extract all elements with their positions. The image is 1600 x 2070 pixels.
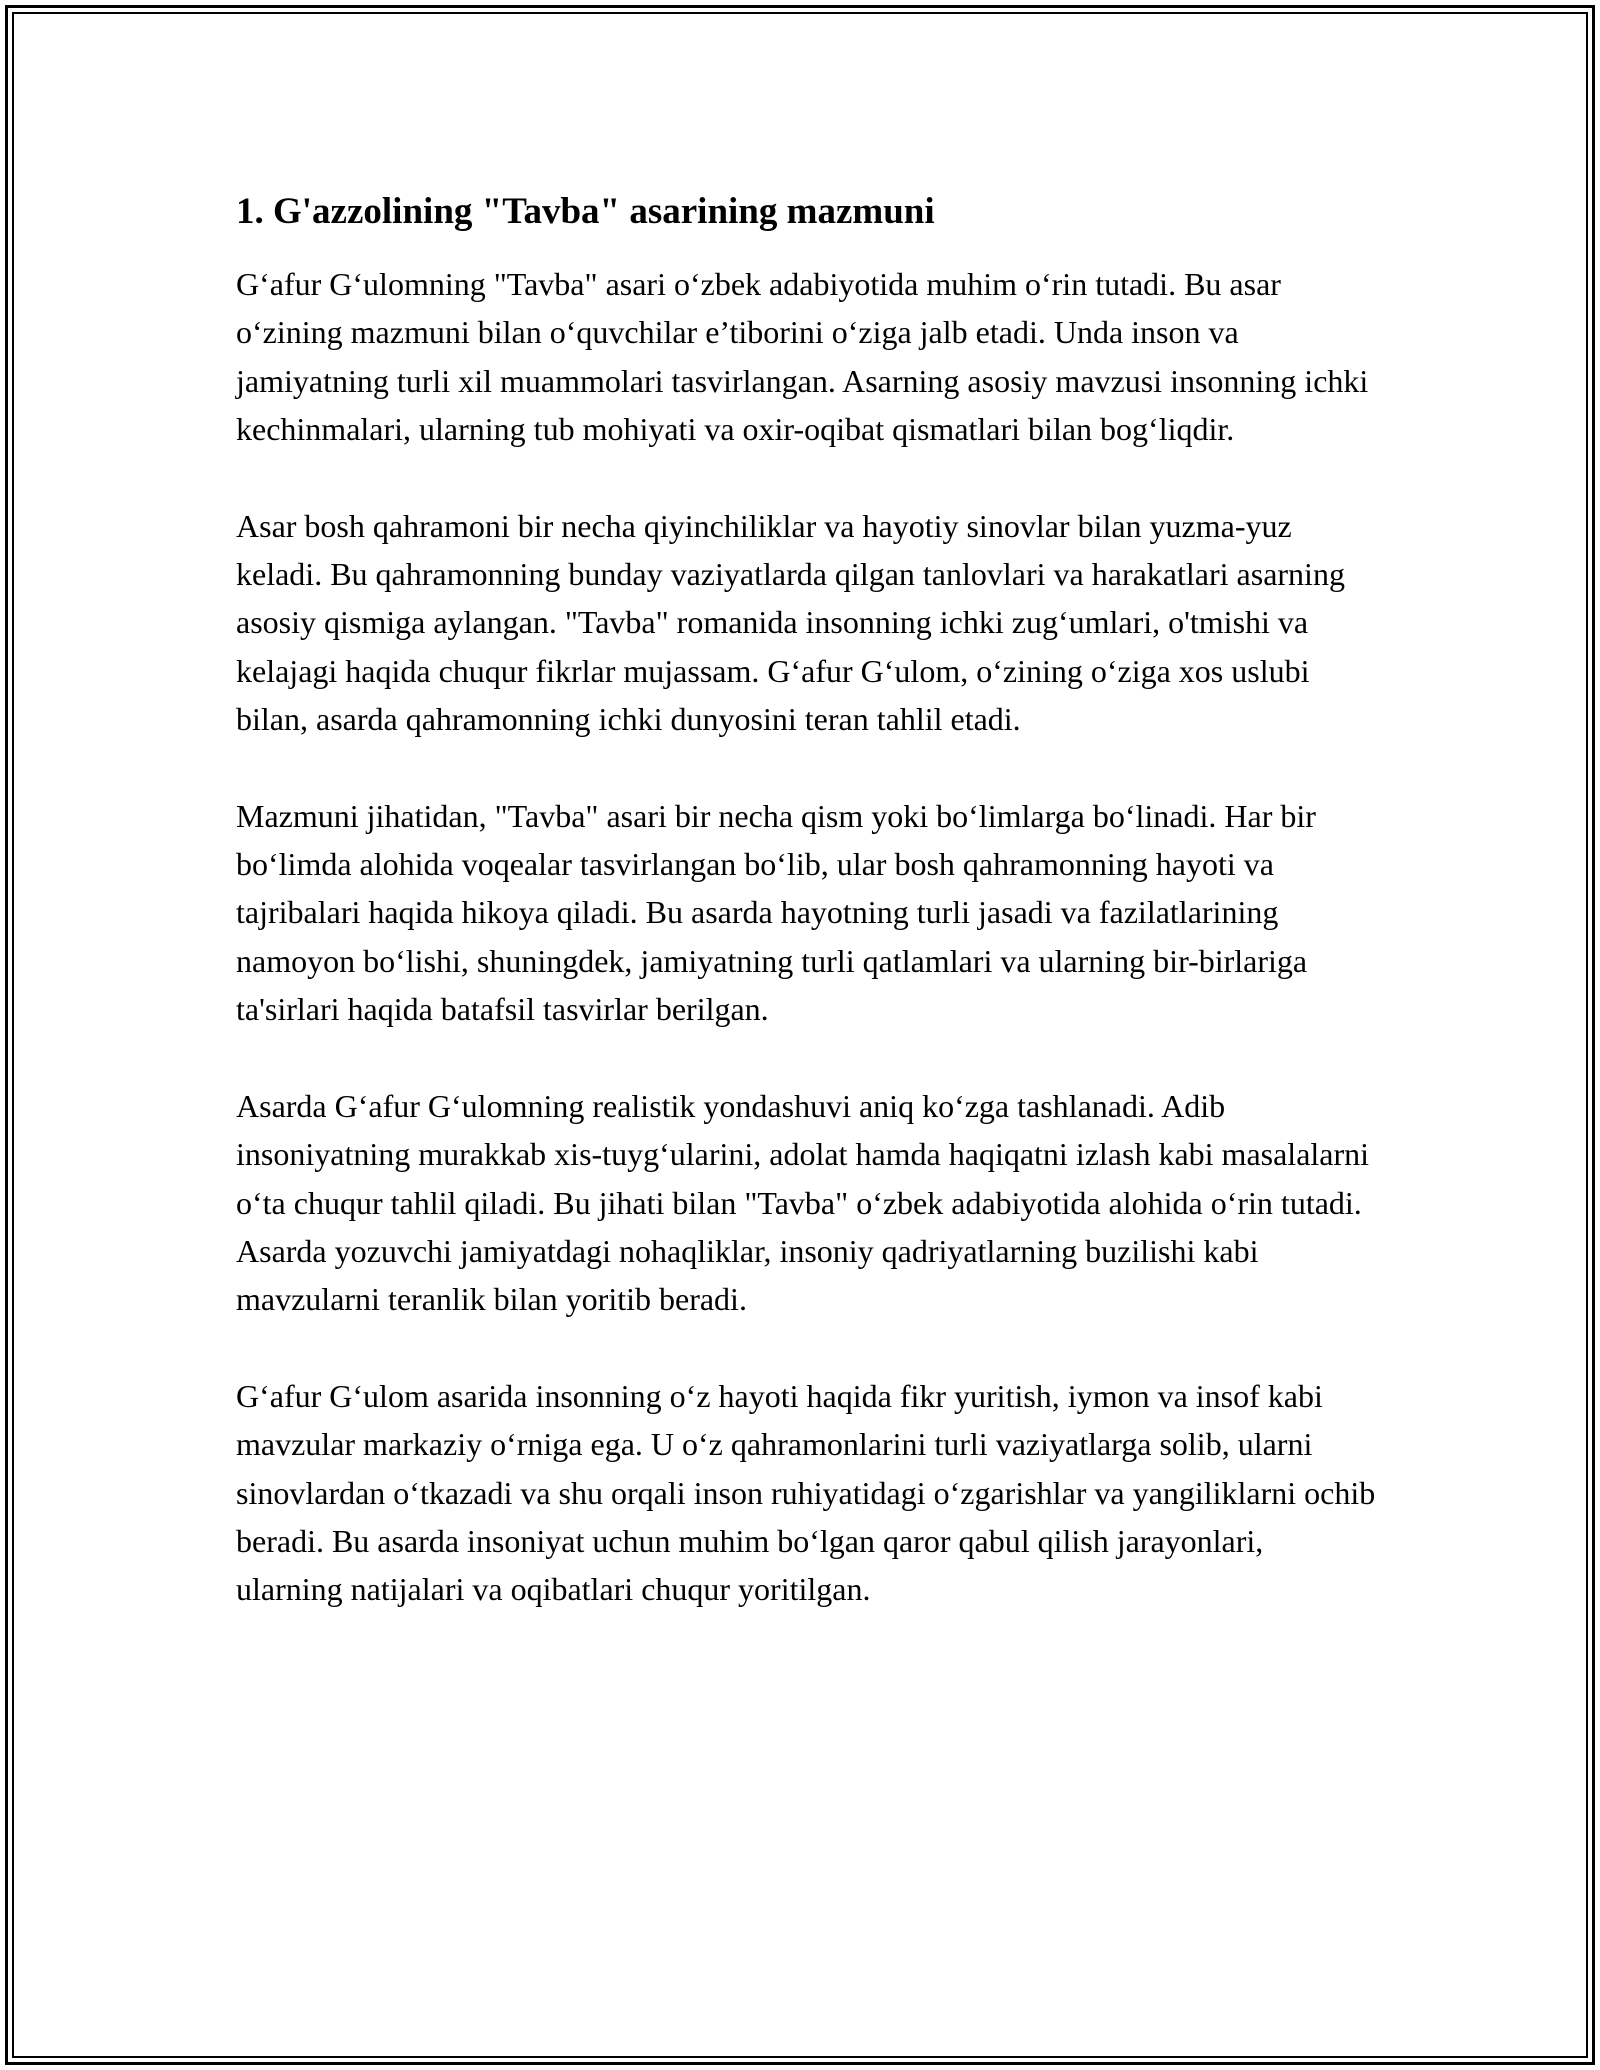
paragraph-2: Asar bosh qahramoni bir necha qiyinchiliklar va hayotiy sinovlar bilan yuzma-yuz keladi. Bu qahramonning bunday vaziyatlarda qilgan tanlovlari va harakatlari asarning asosiy qismiga aylangan. "Tavba" romanida insonning ichki zug‘umlari, o'tmishi va kelajagi haqida chuqur fikrlar mujassam. G‘afur G‘ulom, o‘zining o‘ziga xos uslubi bilan, asarda qahramonning ichki dunyosini teran tahlil etadi. xyxy=(236,507,1345,738)
section-heading: 1. G'azzolining "Tavba" asarining mazmuni xyxy=(236,191,935,232)
document-body xyxy=(236,186,1376,1662)
paragraph-5: G‘afur G‘ulom asarida insonning o‘z hayoti haqida fikr yuritish, iymon va insof kabi mavzular markaziy o‘rniga ega. U o‘z qahramonlarini turli vaziyatlarga solib, ularni sinovlardan o‘tkazadi va shu orqali inson ruhiyatidagi o‘zgarishlar va yangiliklarni ochib beradi. Bu asarda insoniyat uchun muhim bo‘lgan qaror qabul qilish jarayonlari, ularning natijalari va oqibatlari chuqur yoritilgan. xyxy=(236,1377,1376,1608)
paragraph-3: Mazmuni jihatidan, "Tavba" asari bir necha qism yoki bo‘limlarga bo‘linadi. Har bir bo‘limda alohida voqealar tasvirlangan bo‘lib, ular bosh qahramonning hayoti va tajribalari haqida hikoya qiladi. Bu asarda hayotning turli jasadi va fazilatlarining namoyon bo‘lishi, shuningdek, jamiyatning turli qatlamlari va ularning bir-birlariga ta'sirlari haqida batafsil tasvirlar berilgan. xyxy=(236,797,1316,1028)
paragraph-1: G‘afur G‘ulomning "Tavba" asari o‘zbek adabiyotida muhim o‘rin tutadi. Bu asar o‘zining mazmuni bilan o‘quvchilar e’tiborini o‘ziga jalb etadi. Unda inson va jamiyatning turli xil muammolari tasvirlangan. Asarning asosiy mavzusi insonning ichki kechinmalari, ularning tub mohiyati va oxir-oqibat qismatlari bilan bog‘liqdir. xyxy=(236,266,1369,448)
paragraph-4: Asarda G‘afur G‘ulomning realistik yondashuvi aniq ko‘zga tashlanadi. Adib insoniyatning murakkab xis-tuyg‘ularini, adolat hamda haqiqatni izlash kabi masalalarni o‘ta chuqur tahlil qiladi. Bu jihati bilan "Tavba" o‘zbek adabiyotida alohida o‘rin tutadi. Asarda yozuvchi jamiyatdagi nohaqliklar, insoniy qadriyatlarning buzilishi kabi mavzularni teranlik bilan yoritib beradi. xyxy=(236,1087,1370,1318)
